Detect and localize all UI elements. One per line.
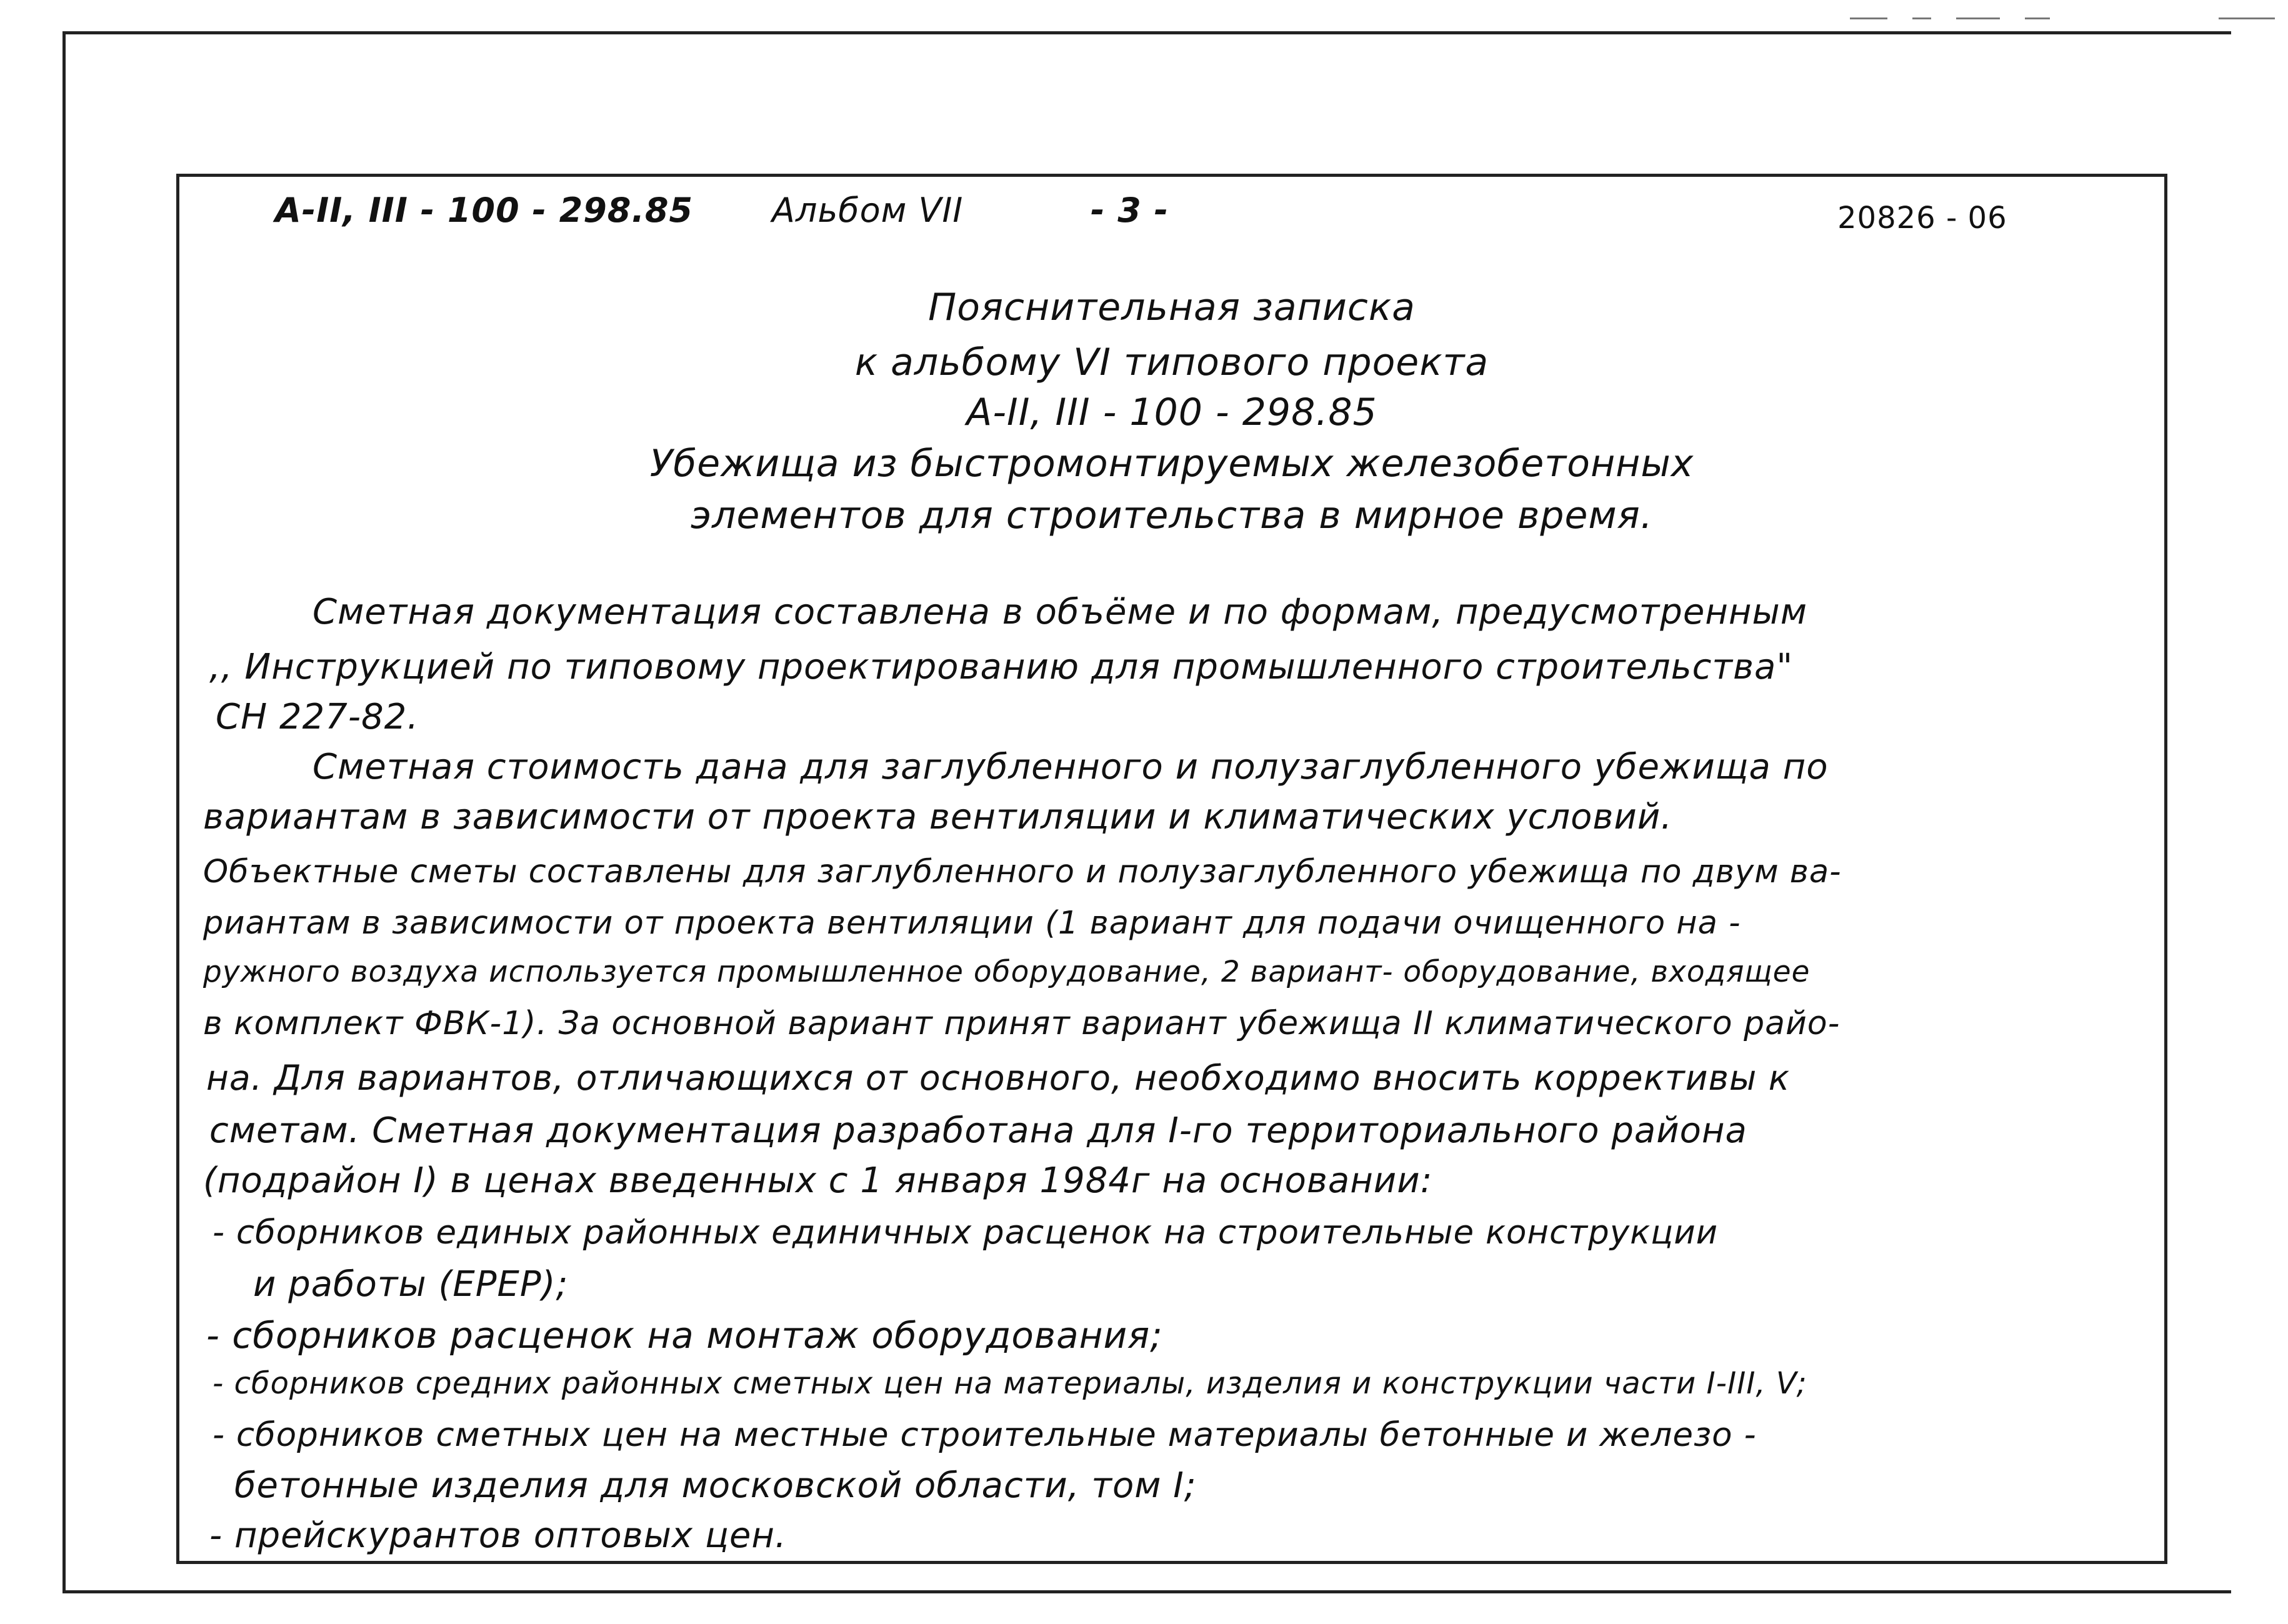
title-line-1: Пояснительная записка — [928, 286, 1416, 329]
edge-mark — [1912, 17, 1931, 19]
edge-mark — [2219, 17, 2275, 19]
body-line: вариантам в зависимости от проекта вентиляции и климатических условий. — [203, 797, 1673, 837]
edge-mark — [1850, 17, 1887, 19]
title-line-5: элементов для строительства в мирное время. — [691, 494, 1653, 537]
title-line-3: А-II, III - 100 - 298.85 — [966, 391, 1377, 434]
body-line: и работы (ЕРЕР); — [253, 1264, 569, 1305]
document-designation: А-II, III - 100 - 298.85 — [275, 191, 694, 230]
body-line: ружного воздуха используется промышленное оборудование, 2 вариант- оборудование, входящее — [203, 955, 1811, 989]
document-code: 20826 - 06 — [1837, 201, 2007, 236]
body-line: бетонные изделия для московской области, том I; — [234, 1465, 1197, 1506]
body-line: СН 227-82. — [216, 697, 419, 737]
body-line: - сборников сметных цен на местные строительные материалы бетонные и железо - — [212, 1416, 1757, 1454]
album-label: Альбом VII — [772, 191, 964, 230]
body-line: - сборников единых районных единичных расценок на строительные конструкции — [212, 1213, 1719, 1252]
body-line: сметам. Сметная документация разработана для I-го территориального района — [209, 1110, 1747, 1151]
body-line: Объектные сметы составлены для заглубленного и полузаглубленного убежища по двум ва- — [203, 854, 1842, 890]
body-line: (подрайон I) в ценах введенных с 1 января 1984г на основании: — [203, 1160, 1433, 1201]
title-line-2: к альбому VI типового проекта — [854, 341, 1489, 384]
body-line: в комплект ФВК-1). За основной вариант принят вариант убежища II климатического райо- — [203, 1005, 1841, 1042]
title-line-4: Убежища из быстромонтируемых железобетонных — [649, 442, 1694, 486]
body-line: - прейскурантов оптовых цен. — [209, 1515, 787, 1556]
body-line: риантам в зависимости от проекта вентиляции (1 вариант для подачи очищенного на - — [203, 905, 1741, 942]
body-line: - сборников расценок на монтаж оборудования; — [206, 1314, 1163, 1357]
body-line: ,, Инструкцией по типовому проектированию для промышленного строительства" — [209, 647, 1794, 687]
body-line: на. Для вариантов, отличающихся от основного, необходимо вносить коррективы к — [206, 1058, 1791, 1098]
body-line: - сборников средних районных сметных цен на материалы, изделия и конструкции части I-III, V; — [212, 1366, 1807, 1401]
edge-mark — [2025, 17, 2050, 19]
edge-mark — [1956, 17, 2000, 19]
body-line: Сметная документация составлена в объёме и по формам, предусмотренным — [312, 592, 1807, 632]
page-number: - 3 - — [1091, 191, 1169, 230]
body-line: Сметная стоимость дана для заглубленного и полузаглубленного убежища по — [312, 747, 1829, 787]
